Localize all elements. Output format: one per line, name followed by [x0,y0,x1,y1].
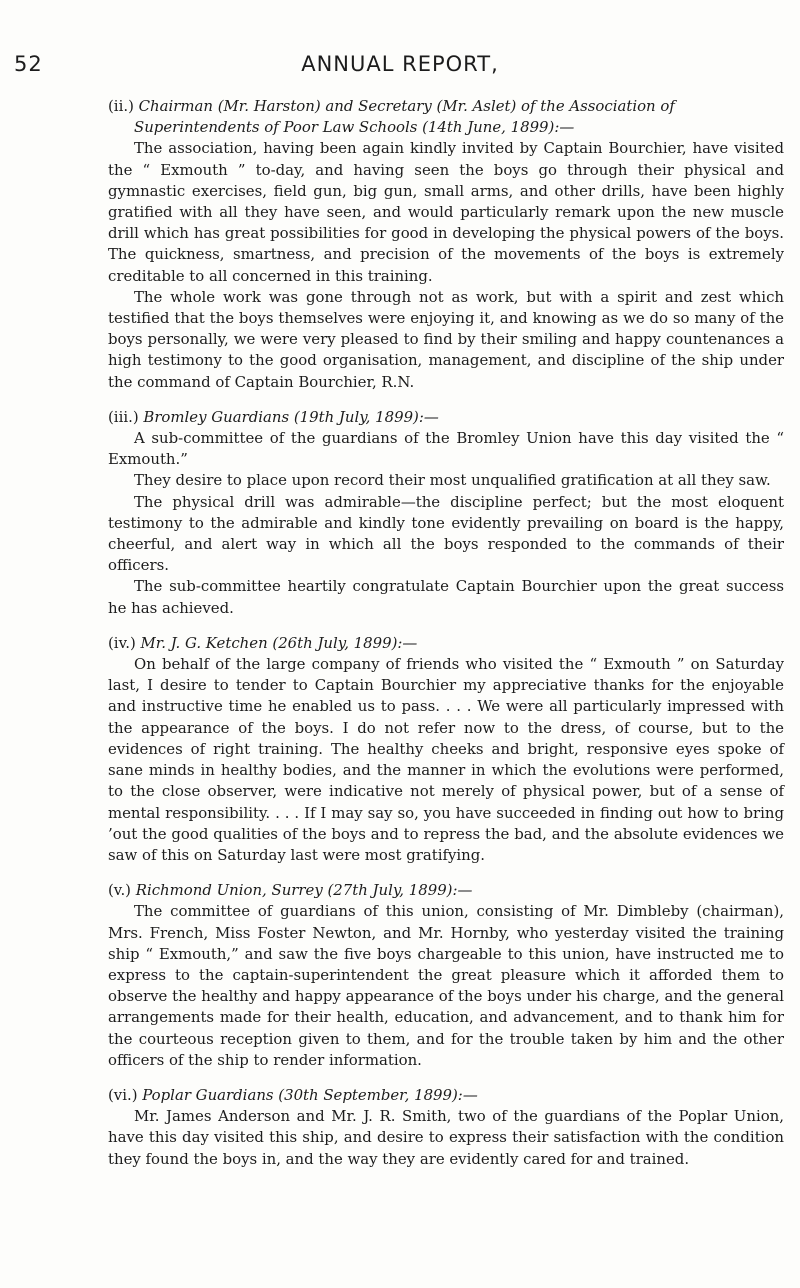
section-title-line-1: Richmond Union, Surrey (27th July, 1899):— [135,881,473,900]
paragraph: The sub-committee heartily congratulate Captain Bourchier upon the great success he has achieved. [108,577,784,617]
section-number: (ii.) [108,97,134,115]
section-heading [108,880,784,901]
running-title: ANNUAL REPORT, [301,52,499,76]
section [108,407,784,619]
paragraph: The association, having been again kindly invited by Captain Bourchier, have visited the “ Exmouth ” to-day, and having seen the boys go through their physical and gymnastic exercises, field gun, big gun, small arms, and other drills, have been highly gratified with all they have seen, and would particularly remark upon the new muscle drill which has great possibilities for good in developing the physical powers of the boys. The quickness, smartness, and precision of the movements of the boys is extremely creditable to all concerned in this training. [108,139,784,285]
paragraph: On behalf of the large company of friends who visited the “ Exmouth ” on Saturday last, I desire to tender to Captain Bourchier my appreciative thanks for the enjoyable and instructive time he enabled us to pass. . . . We were all particularly impressed with the appearance of the boys. I do not refer now to the dress, of course, but to the evidences of right training. The healthy cheeks and bright, responsive eyes spoke of sane minds in healthy bodies, and the manner in which the evolutions were performed, to the close observer, were indicative not merely of physical power, but of a sense of mental responsibility. . . . If I may say so, you have succeeded in finding out how to bring ’out the good qualities of the boys and to repress the bad, and the absolute evidences we saw of this on Saturday last were most gratifying. [108,655,784,864]
section-heading [108,407,784,428]
section-heading [108,96,784,138]
section-heading [108,1085,784,1106]
section-heading [108,633,784,654]
page-number: 52 [14,52,43,76]
section [108,633,784,866]
section-title-line-1: Mr. J. G. Ketchen (26th July, 1899):— [140,633,418,652]
section-title-line-1: Chairman (Mr. Harston) and Secretary (Mr. Aslet) of the Association of [138,97,675,115]
section [108,1085,784,1170]
paragraph: The physical drill was admirable—the discipline perfect; but the most eloquent testimony to the admirable and kindly tone evidently prevailing on board is the happy, cheerful, and alert way in which all the boys responded to the commands of their officers. [108,492,784,575]
section-number: (iii.) [108,407,139,426]
section-title-line-1: Bromley Guardians (19th July, 1899):— [143,407,439,426]
section-number: (iv.) [108,633,136,652]
paragraph: Mr. James Anderson and Mr. J. R. Smith, two of the guardians of the Poplar Union, have this day visited this ship, and desire to express their satisfaction with the condition they found the boys in, and the way they are evidently cared for and trained. [108,1107,784,1168]
section-number: (v.) [108,881,131,900]
section-title-line-2: Superintendents of Poor Law Schools (14th June, 1899):— [134,118,575,137]
paragraph: The committee of guardians of this union, consisting of Mr. Dimbleby (chairman), Mrs. French, Miss Foster Newton, and Mr. Hornby, who yesterday visited the training ship “ Exmouth,” and saw the five boys chargeable to this union, have instructed me to express to the captain-superintendent the great pleasure which it afforded them to observe the healthy and happy appearance of the boys under his charge, and the general arrangements made for their health, education, and advancement, and to thank him for the courteous reception given to them, and for the trouble taken by him and the other officers of the ship to render information. [108,902,784,1069]
paragraph: The whole work was gone through not as work, but with a spirit and zest which testified that the boys themselves were enjoying it, and knowing as we do so many of the boys personally, we were very pleased to find by their smiling and happy countenances a high testimony to the good organisation, management, and discipline of the ship under the command of Captain Bourchier, R.N. [108,287,784,391]
section [108,880,784,1071]
section [108,96,784,393]
section-title-line-1: Poplar Guardians (30th September, 1899):— [142,1085,478,1104]
paragraph: They desire to place upon record their most unqualified gratification at all they saw. [134,471,771,490]
document-body [108,96,784,1170]
paragraph: A sub-committee of the guardians of the Bromley Union have this day visited the “ Exmouth.” [108,429,784,469]
section-number: (vi.) [108,1085,138,1104]
